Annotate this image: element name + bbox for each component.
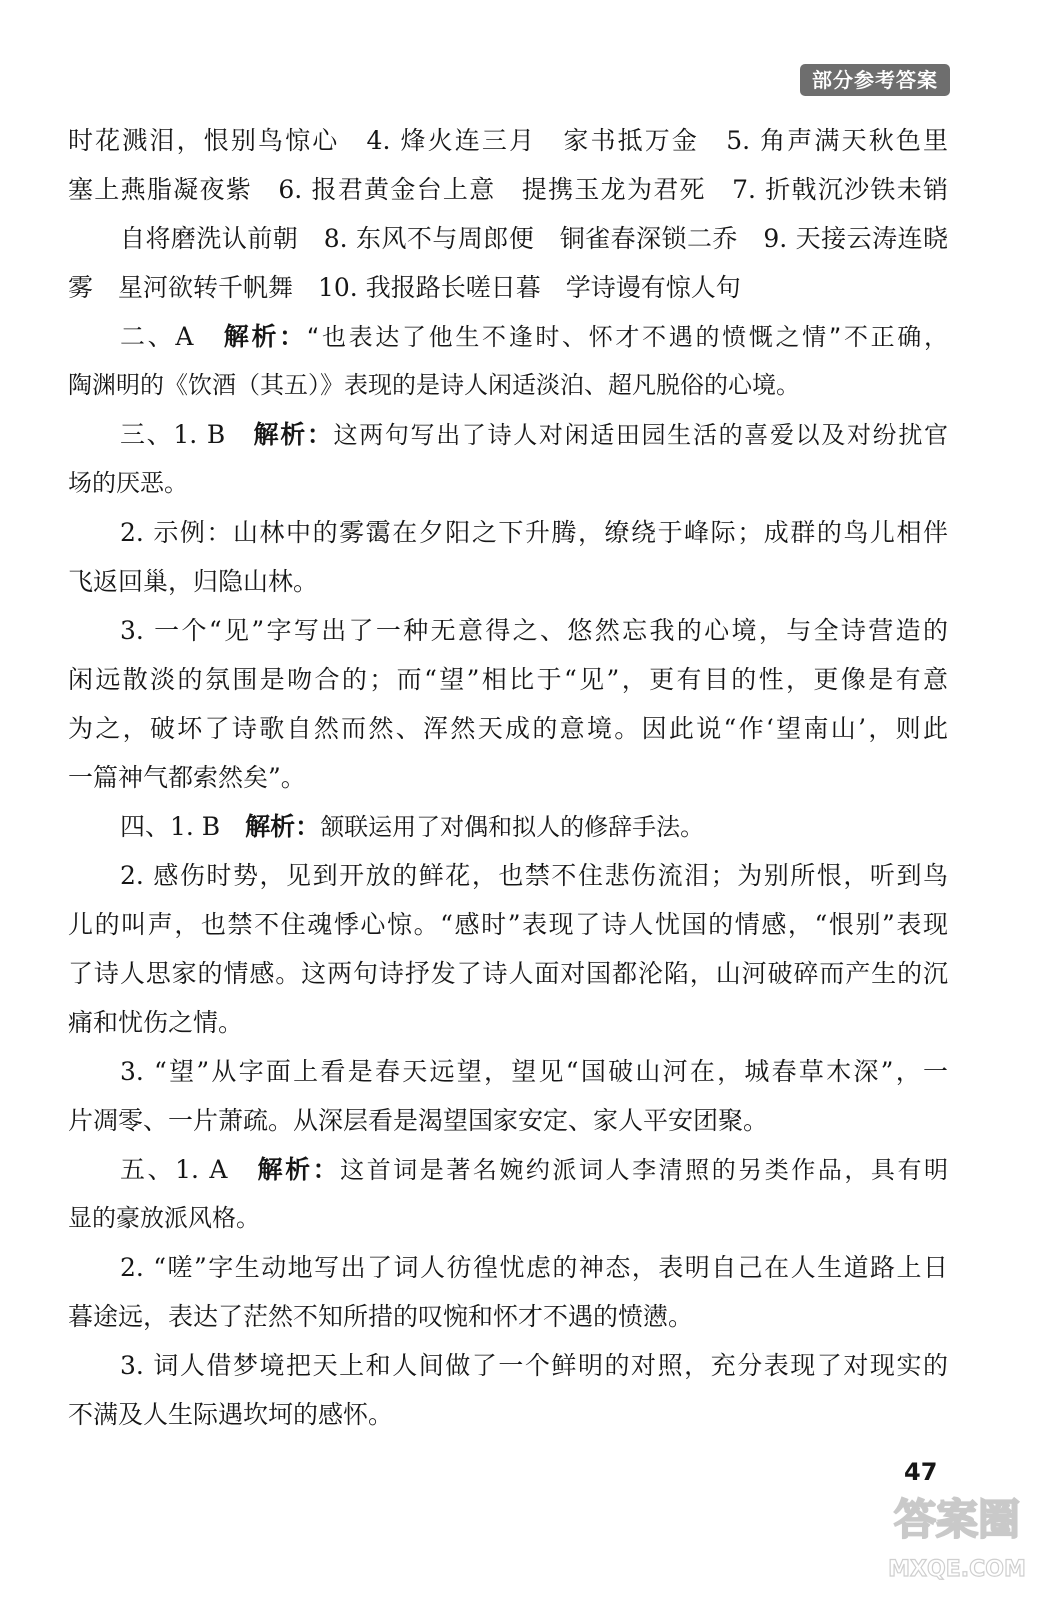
answer-prefix: 二、A [120, 322, 224, 351]
text-line: 闲远散淡的氛围是吻合的；而“望”相比于“见”，更有目的性，更像是有意 [68, 665, 948, 694]
watermark-logo [882, 1472, 1032, 1590]
analysis-text: 场的厌恶。 [68, 469, 188, 497]
answer-content [68, 116, 948, 1439]
text-line: 儿的叫声，也禁不住魂悸心惊。“感时”表现了诗人忧国的情感，“恨别”表现 [68, 910, 948, 939]
answer-prefix: 四、1. B [120, 812, 246, 841]
analysis-label: 解析： [257, 1155, 341, 1184]
analysis-text: “也表达了他生不逢时、怀才不遇的愤慨之情”不正确， [306, 323, 948, 351]
text-line: 不满及人生际遇坎坷的感怀。 [68, 1400, 394, 1429]
page-number: 47 [904, 1458, 938, 1486]
answer-line [68, 410, 948, 459]
text-line: 飞返回巢，归隐山林。 [68, 567, 319, 596]
text-line: 时花溅泪，恨别鸟惊心 4. 烽火连三月 家书抵万金 5. 角声满天秋色里 [68, 126, 948, 155]
analysis-label: 解析： [223, 322, 307, 351]
text-line: 雾 星河欲转千帆舞 10. 我报路长嗟日暮 学诗谩有惊人句 [68, 273, 741, 302]
text-line: 2. “嗟”字生动地写出了词人彷徨忧虑的神态，表明自己在人生道路上日 [120, 1253, 948, 1282]
text-line: 2. 感伤时势，见到开放的鲜花，也禁不住悲伤流泪；为别所恨，听到鸟 [120, 861, 948, 890]
watermark-title: 答案圈 [893, 1495, 1021, 1544]
analysis-text: 这首词是著名婉约派词人李清照的另类作品，具有明 [340, 1156, 948, 1184]
analysis-text: 陶渊明的《饮酒（其五）》表现的是诗人闲适淡泊、超凡脱俗的心境。 [68, 371, 800, 399]
text-line: 塞上燕脂凝夜紫 6. 报君黄金台上意 提携玉龙为君死 7. 折戟沉沙铁未销 [68, 175, 948, 204]
analysis-text: 颔联运用了对偶和拟人的修辞手法。 [320, 813, 705, 841]
text-line: 3. “望”从字面上看是春天远望，望见“国破山河在，城春草木深”，一 [120, 1057, 948, 1086]
watermark-url: MXQE.COM [888, 1557, 1026, 1582]
text-line: 痛和忧伤之情。 [68, 1008, 244, 1037]
text-line: 为之，破坏了诗歌自然而然、浑然天成的意境。因此说“作‘望南山’，则此 [68, 714, 948, 743]
text-line: 自将磨洗认前朝 8. 东风不与周郎便 铜雀春深锁二乔 9. 天接云涛连晓 [120, 224, 948, 253]
answer-line [68, 1145, 948, 1194]
text-line: 2. 示例：山林中的雾霭在夕阳之下升腾，缭绕于峰际；成群的鸟儿相伴 [120, 518, 948, 547]
answer-line [68, 802, 948, 851]
text-line: 一篇神气都索然矣”。 [68, 763, 306, 792]
analysis-text: 这两句写出了诗人对闲适田园生活的喜爱以及对纷扰官 [333, 421, 948, 449]
answer-prefix: 三、1. B [120, 420, 254, 449]
text-line: 了诗人思家的情感。这两句诗抒发了诗人面对国都沦陷，山河破碎而产生的沉 [68, 959, 948, 988]
analysis-text: 显的豪放派风格。 [68, 1204, 260, 1232]
text-line: 暮途远，表达了茫然不知所措的叹惋和怀才不遇的愤懑。 [68, 1302, 694, 1331]
text-line: 3. 一个“见”字写出了一种无意得之、悠然忘我的心境，与全诗营造的 [120, 616, 948, 645]
text-line: 片凋零、一片萧疏。从深层看是渴望国家安定、家人平安团聚。 [68, 1106, 769, 1135]
answer-prefix: 五、1. A [120, 1155, 258, 1184]
analysis-label: 解析： [245, 812, 321, 841]
answer-line [68, 312, 948, 361]
text-line: 3. 词人借梦境把天上和人间做了一个鲜明的对照，充分表现了对现实的 [120, 1351, 948, 1380]
analysis-label: 解析： [253, 420, 334, 449]
section-badge: 部分参考答案 [800, 64, 950, 96]
